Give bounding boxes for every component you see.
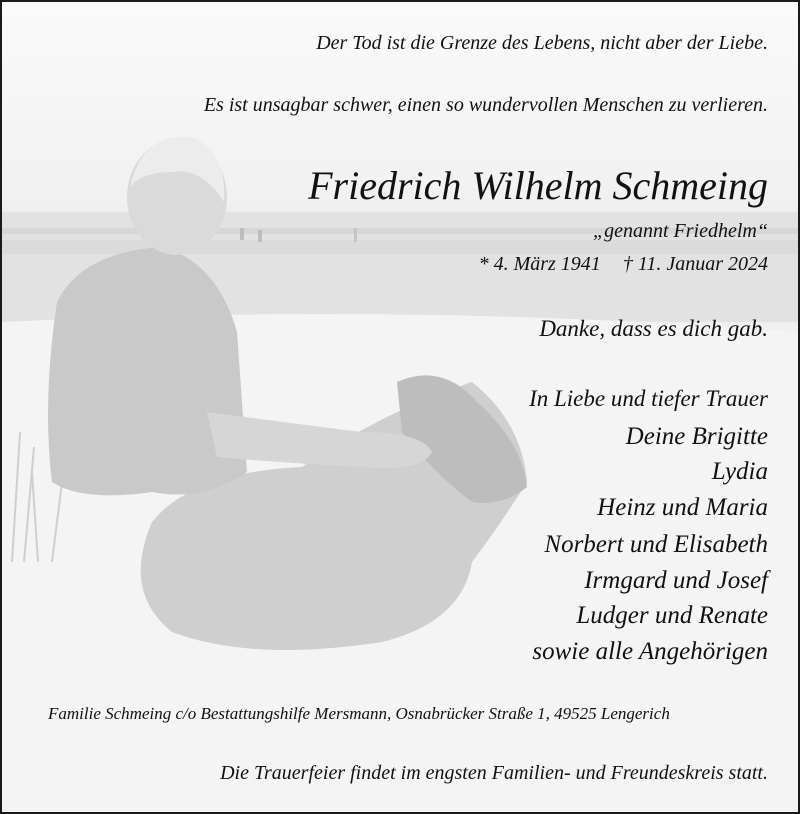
distant-figure [258, 230, 262, 242]
life-dates [479, 253, 768, 276]
mourner-name: Irmgard und Josef [584, 567, 768, 594]
ceremony-note: Die Trauerfeier findet im engsten Familien- und Freundeskreis statt. [220, 762, 768, 784]
quote-hard-loss: Es ist unsagbar schwer, einen so wundervollen Menschen zu verlieren. [203, 94, 768, 116]
thanks-line: Danke, dass es dich gab. [539, 316, 768, 341]
quote-death-love: Der Tod ist die Grenze des Lebens, nicht aber der Liebe. [316, 32, 768, 54]
mourner-name: Norbert und Elisabeth [544, 531, 768, 558]
contact-address: Familie Schmeing c/o Bestattungshilfe Mersmann, Osnabrücker Straße 1, 49525 Lengerich [48, 704, 670, 723]
mourner-name: Deine Brigitte [625, 423, 768, 450]
mourner-name: sowie alle Angehörigen [532, 638, 768, 665]
distant-figure [240, 228, 244, 240]
distant-figure [354, 228, 357, 242]
death-date: † 11. Januar 2024 [622, 253, 768, 275]
mourner-name: Lydia [711, 458, 768, 485]
mourner-name: Heinz und Maria [597, 494, 768, 521]
deceased-name: Friedrich Wilhelm Schmeing [308, 163, 768, 208]
mourner-name: Ludger und Renate [576, 602, 768, 629]
birth-date: * 4. März 1941 [478, 253, 601, 275]
mourners-intro: In Liebe und tiefer Trauer [529, 386, 768, 411]
deceased-nickname: „genannt Friedhelm“ [593, 220, 768, 242]
